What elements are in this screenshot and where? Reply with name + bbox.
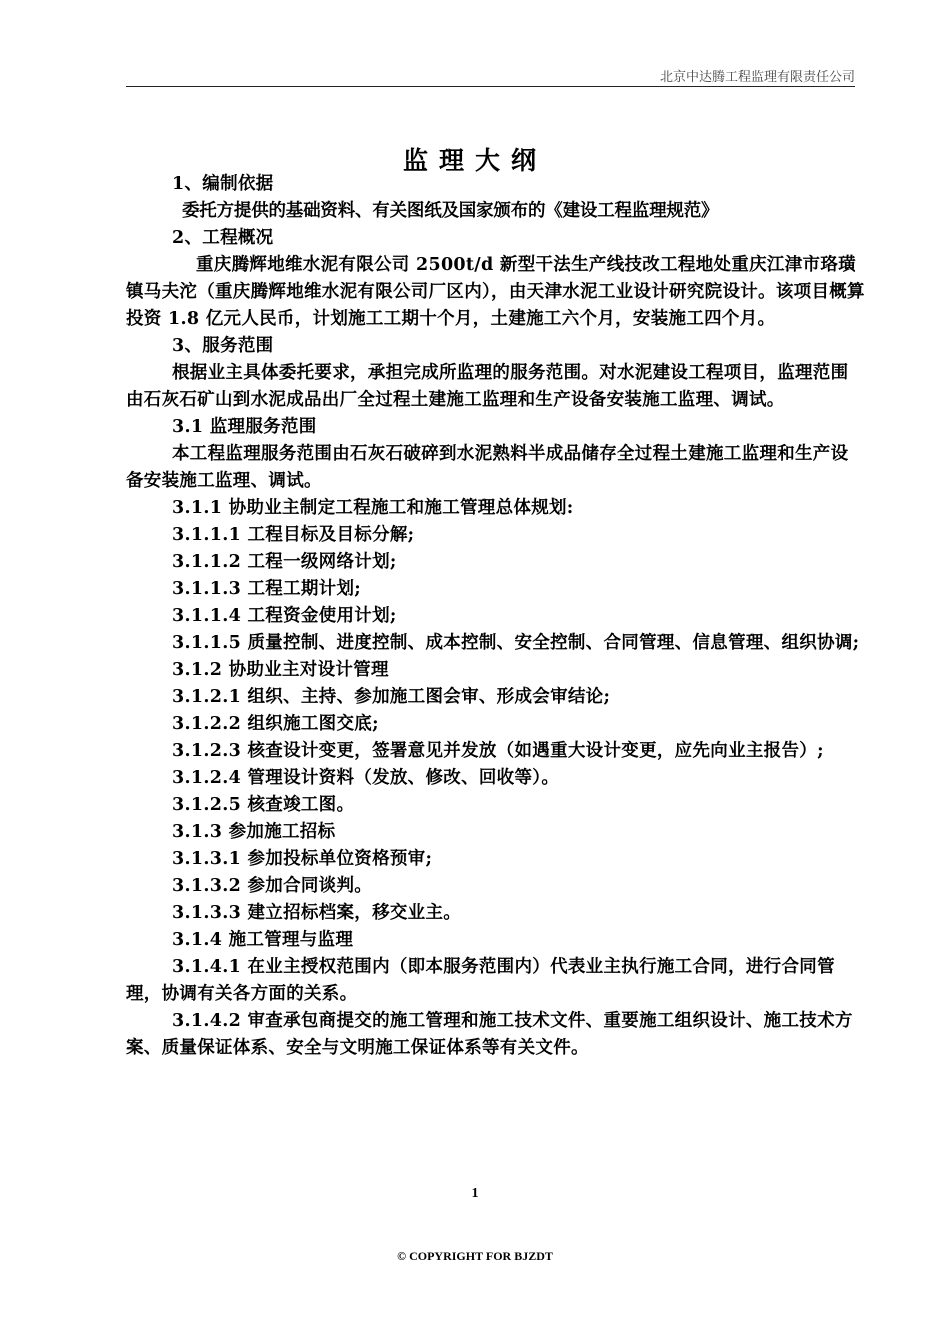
list-item: 3.1.1.1 工程目标及目标分解; xyxy=(172,525,415,545)
section-heading-2: 2、工程概况 xyxy=(172,228,274,248)
subsection-heading-3-1: 3.1 监理服务范围 xyxy=(172,417,317,437)
header-company-name: 北京中达腾工程监理有限责任公司 xyxy=(659,70,855,85)
paragraph-basis: 委托方提供的基础资料、有关图纸及国家颁布的《建设工程监理规范》 xyxy=(182,201,719,221)
page-number: 1 xyxy=(471,1186,479,1201)
list-item: 3.1.3.1 参加投标单位资格预审; xyxy=(172,849,433,869)
list-item: 3.1.1.3 工程工期计划; xyxy=(172,579,362,599)
list-item: 3.1.2.4 管理设计资料（发放、修改、回收等）。 xyxy=(172,768,560,788)
list-item: 3.1.1.4 工程资金使用计划; xyxy=(172,606,397,626)
paragraph-overview: 重庆腾辉地维水泥有限公司 2500t/d 新型干法生产线技改工程地处重庆江津市珞璜镇马夫沱（重庆腾辉地维水泥有限公司厂区内），由天津水泥工业设计研究院设计。该项目概算投资 1.8 亿元人民币，计划施工工期十个月，土建施工六个月，安装施工四个月。 xyxy=(126,255,865,329)
section-heading-3: 3、服务范围 xyxy=(172,336,274,356)
paragraph-scope: 根据业主具体委托要求，承担完成所监理的服务范围。对水泥建设工程项目，监理范围由石灰石矿山到水泥成品出厂全过程土建施工监理和生产设备安装施工监理、调试。 xyxy=(126,363,849,410)
list-item: 3.1.3 参加施工招标 xyxy=(172,822,336,842)
header-divider xyxy=(126,86,855,87)
list-item: 3.1.4 施工管理与监理 xyxy=(172,930,354,950)
list-item: 3.1.1.2 工程一级网络计划; xyxy=(172,552,397,572)
section-heading-1: 1、编制依据 xyxy=(172,174,274,194)
copyright-notice: © COPYRIGHT FOR BJZDT xyxy=(397,1249,553,1263)
list-item: 3.1.2.3 核查设计变更，签署意见并发放（如遇重大设计变更，应先向业主报告）; xyxy=(172,741,824,761)
list-item: 3.1.3.2 参加合同谈判。 xyxy=(172,876,373,896)
paragraph-scope-detail: 本工程监理服务范围由石灰石破碎到水泥熟料半成品储存全过程土建施工监理和生产设备安装施工监理、调试。 xyxy=(126,444,849,491)
list-item: 3.1.4.2 审查承包商提交的施工管理和施工技术文件、重要施工组织设计、施工技术方案、质量保证体系、安全与文明施工保证体系等有关文件。 xyxy=(126,1011,853,1058)
list-item: 3.1.2.1 组织、主持、参加施工图会审、形成会审结论; xyxy=(172,687,611,707)
list-item: 3.1.1 协助业主制定工程施工和施工管理总体规划: xyxy=(172,498,574,518)
list-item: 3.1.2 协助业主对设计管理 xyxy=(172,660,389,680)
list-item: 3.1.4.1 在业主授权范围内（即本服务范围内）代表业主执行施工合同，进行合同管理，协调有关各方面的关系。 xyxy=(126,957,835,1004)
list-item: 3.1.3.3 建立招标档案，移交业主。 xyxy=(172,903,462,923)
list-item: 3.1.2.2 组织施工图交底; xyxy=(172,714,379,734)
list-item: 3.1.1.5 质量控制、进度控制、成本控制、安全控制、合同管理、信息管理、组织协调; xyxy=(172,633,860,653)
page-title: 监理大纲 xyxy=(402,146,547,175)
document-body xyxy=(126,171,866,1062)
list-item: 3.1.2.5 核查竣工图。 xyxy=(172,795,355,815)
